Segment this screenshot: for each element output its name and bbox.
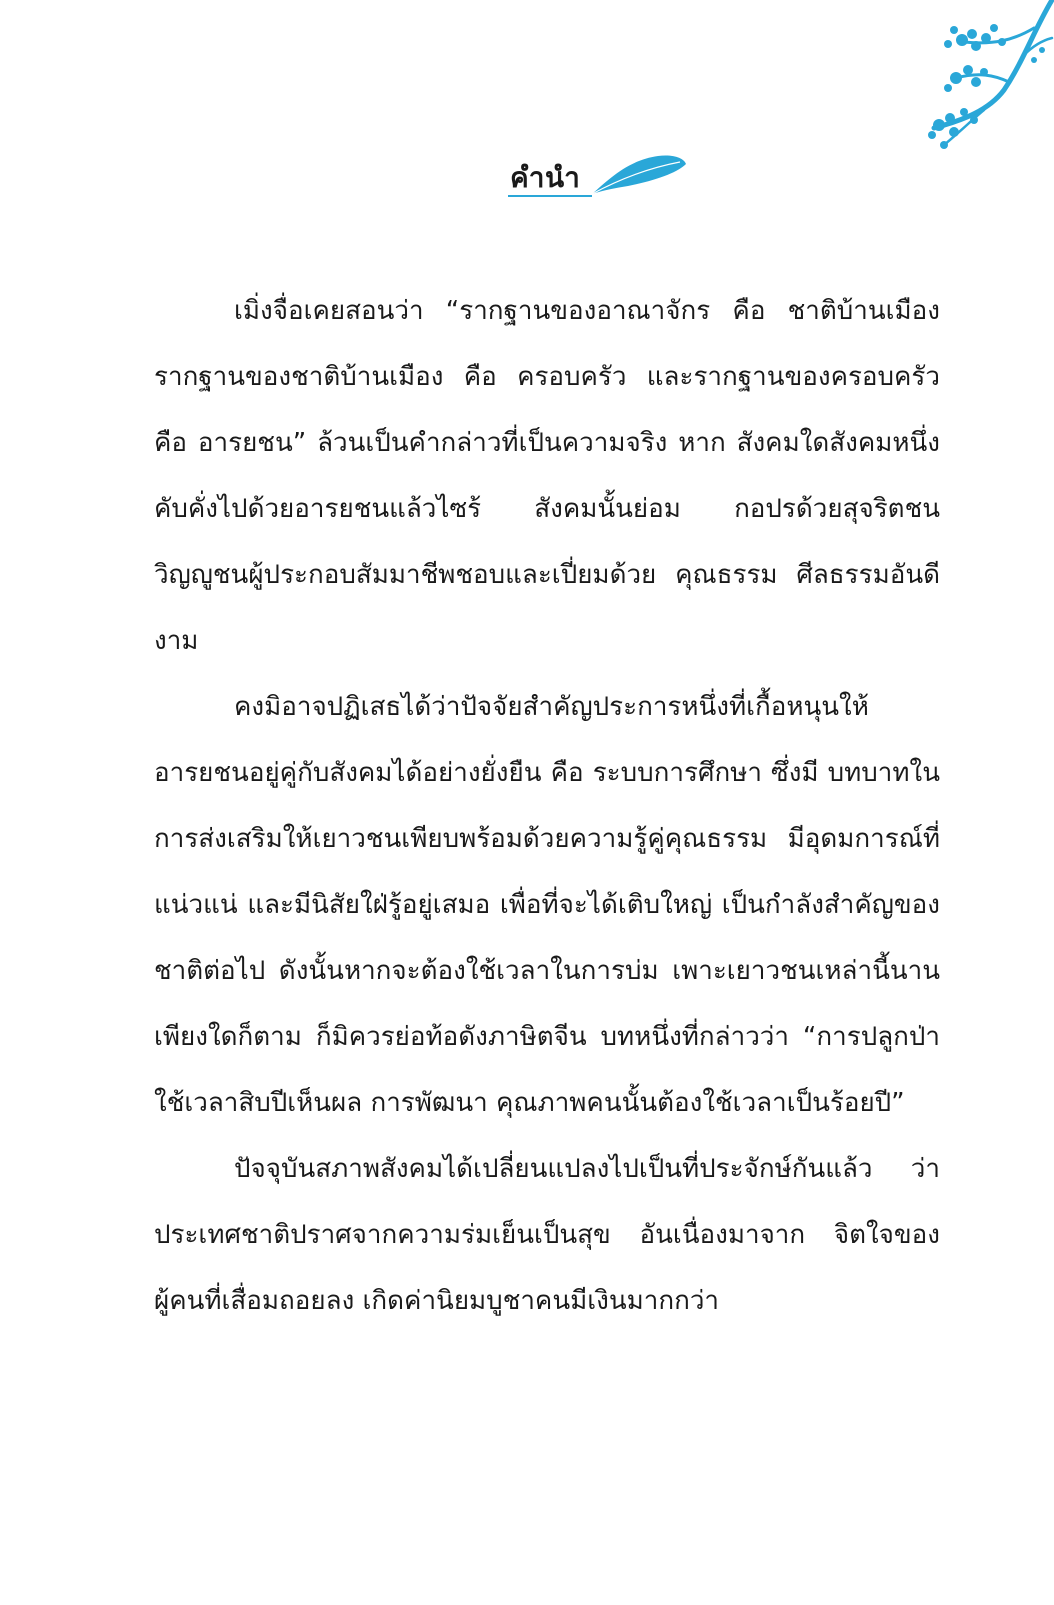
paragraph-2: คงมิอาจปฏิเสธได้ว่าปัจจัยสำคัญประการหนึ่งที่เกื้อหนุนให้ อารยชนอยู่คู่กับสังคมได้อย่างยั่งยืน คือ ระบบการศึกษา ซึ่งมี บทบาทในการส่งเสริมให้เยาวชนเพียบพร้อมด้วยความรู้คู่คุณธรรม มีอุดมการณ์ที่แน่วแน่ และมีนิสัยใฝ่รู้อยู่เสมอ เพื่อที่จะได้เติบใหญ่ เป็นกำลังสำคัญของชาติต่อไป ดังนั้นหากจะต้องใช้เวลาในการบ่ม เพาะเยาวชนเหล่านี้นานเพียงใดก็ตาม ก็มิควรย่อท้อดังภาษิตจีน บทหนึ่งที่กล่าวว่า “การปลูกป่าใช้เวลาสิบปีเห็นผล การพัฒนา คุณภาพคนนั้นต้องใช้เวลาเป็นร้อยปี” — [154, 692, 940, 1118]
paragraph-1: เมิ่งจื่อเคยสอนว่า “รากฐานของอาณาจักร คือ ชาติบ้านเมือง รากฐานของชาติบ้านเมือง คือ ครอบครัว และรากฐานของครอบครัว คือ อารยชน” ล้วนเป็นคำกล่าวที่เป็นความจริง หาก สังคมใดสังคมหนึ่งคับคั่งไปด้วยอารยชนแล้วไซร้ สังคมนั้นย่อม กอปรด้วยสุจริตชน วิญญูชนผู้ประกอบสัมมาชีพชอบและเปี่ยมด้วย คุณธรรม ศีลธรรมอันดีงาม — [154, 296, 940, 656]
page-title: คำนำ — [510, 161, 581, 194]
title-underline — [508, 195, 592, 197]
feather-icon — [588, 150, 688, 200]
blossom-branch-icon — [884, 0, 1054, 160]
preface-body — [154, 278, 940, 1334]
paragraph-3: ปัจจุบันสภาพสังคมได้เปลี่ยนแปลงไปเป็นที่ประจักษ์กันแล้ว ว่า ประเทศชาติปราศจากความร่มเย็นเป็นสุข อันเนื่องมาจาก จิตใจของผู้คนที่เสื่อมถอยลง เกิดค่านิยมบูชาคนมีเงินมากกว่า — [154, 1154, 940, 1316]
title-block — [0, 150, 1054, 210]
